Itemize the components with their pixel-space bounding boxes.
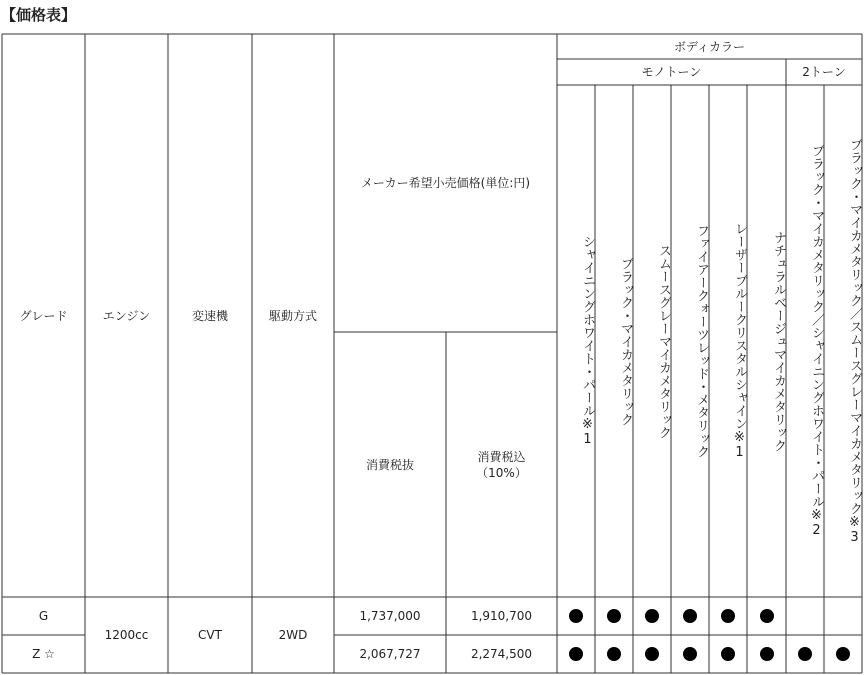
header-tax-excluded: 消費税抜	[365, 457, 414, 472]
header-grade: グレード	[19, 308, 68, 323]
row-1-price-excl: 1,737,000	[359, 609, 421, 623]
availability-mark	[645, 609, 659, 623]
availability-mark	[760, 609, 774, 623]
availability-mark	[569, 647, 583, 661]
header-price: メーカー希望小売価格(単位:円)	[360, 176, 531, 190]
color-header-4: ファイアークォーツレッド・メタリック	[694, 224, 709, 458]
availability-mark	[760, 647, 774, 661]
color-header-3: スムースグレーマイカメタリック	[656, 243, 671, 439]
availability-mark	[645, 647, 659, 661]
row-1-price-incl: 1,910,700	[470, 609, 533, 623]
header-body-color: ボディカラー	[673, 39, 746, 54]
drive-value: 2WD	[278, 628, 308, 642]
header-engine: エンジン	[102, 308, 151, 323]
row-2-price-incl: 2,274,500	[470, 647, 533, 661]
transmission-value: CVT	[198, 628, 222, 642]
color-header-7: ブラック・マイカメタリック／シャイニングホワイト・パール※2	[809, 144, 824, 538]
tax-included-label: 消費税込	[477, 449, 526, 464]
row-2-grade: Z ☆	[32, 647, 55, 661]
color-header-5: レーザーブルークリスタルシャイン※1	[732, 222, 747, 460]
availability-mark	[798, 647, 812, 661]
header-mono-tone: モノトーン	[641, 65, 702, 79]
color-header-1: シャイニングホワイト・パール※1	[580, 235, 595, 447]
row-2-price-excl: 2,067,727	[359, 647, 421, 661]
availability-mark	[569, 609, 583, 623]
color-header-2: ブラック・マイカメタリック	[618, 256, 633, 426]
header-tax-included	[446, 332, 557, 597]
availability-mark	[607, 609, 621, 623]
tax-rate-label: （10%）	[476, 465, 527, 480]
availability-mark	[683, 609, 697, 623]
availability-mark	[721, 609, 735, 623]
availability-mark	[836, 647, 850, 661]
header-transmission: 変速機	[191, 308, 228, 323]
availability-mark	[683, 647, 697, 661]
page-title: 【価格表】	[1, 6, 77, 24]
availability-mark	[607, 647, 621, 661]
availability-mark	[721, 647, 735, 661]
row-1-grade: G	[38, 609, 49, 623]
engine-value: 1200cc	[104, 628, 149, 642]
header-drive: 駆動方式	[268, 308, 317, 323]
color-header-6: ナチュラルベージュマイカメタリック	[771, 230, 786, 452]
color-header-8: ブラック・マイカメタリック／スムースグレーマイカメタリック※3	[847, 137, 862, 545]
header-two-tone: 2トーン	[802, 65, 846, 79]
